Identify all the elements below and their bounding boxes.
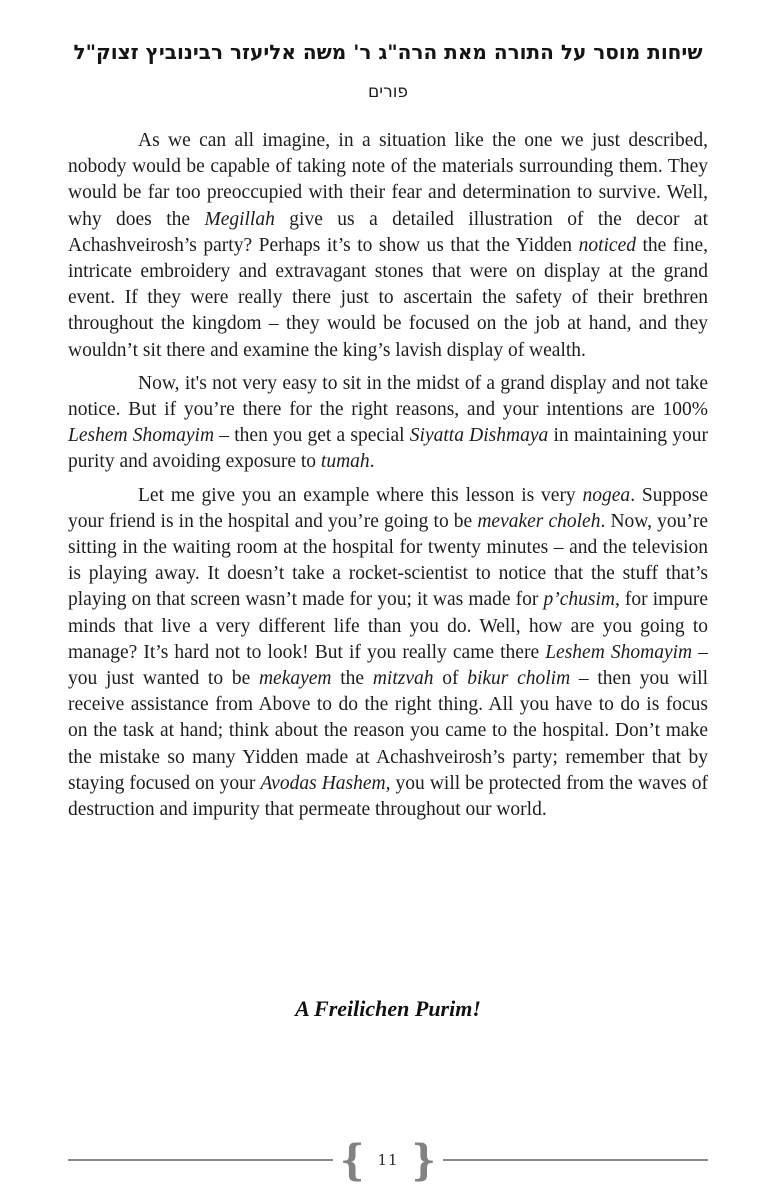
page-number: 11: [377, 1151, 399, 1169]
page-footer: [68, 1136, 708, 1184]
paragraph-3: Let me give you an example where this lesson is very nogea. Suppose your friend is in the hospital and you’re going to be mevaker choleh. Now, you’re sitting in the waiting room at the hospital for twenty minutes – and the television is playing away. It doesn’t take a rocket-scientist to notice that the stuff that’s playing on that screen wasn’t made for you; it was made for p’chusim, for impure minds that live a very different life than you do. Well, how are you going to manage? It’s hard not to look! But if you really came there Leshem Shomayim – you just wanted to be mekayem the mitzvah of bikur cholim – then you will receive assistance from Above to do the right thing. All you have to do is focus on the task at hand; think about the reason you came to the hospital. Don’t make the mistake so many Yidden made at Achashveirosh’s party; remember that by staying focused on your Avodas Hashem, you will be protected from the waves of destruction and impurity that permeate throughout our world.: [68, 484, 709, 821]
body-text: [68, 128, 708, 823]
paragraph-2: Now, it's not very easy to sit in the midst of a grand display and not take notice. But if you’re there for the right reasons, and your intentions are 100% Leshem Shomayim – then you get a special Siyatta Dishmaya in maintaining your purity and avoiding exposure to tumah.: [68, 372, 708, 473]
footer-rule-right: [443, 1159, 708, 1161]
page-header: [0, 0, 776, 103]
footer-rule-left: [68, 1159, 333, 1161]
hebrew-subtitle: פורים: [368, 82, 408, 102]
right-brace-ornament: }: [411, 1134, 436, 1185]
left-brace-ornament: {: [340, 1134, 365, 1185]
closing-line: A Freilichen Purim!: [295, 996, 481, 1021]
hebrew-title: שיחות מוסר על התורה מאת הרה"ג ר' משה אליעזר רבינוביץ זצוק"ל: [73, 40, 703, 64]
paragraph-1: As we can all imagine, in a situation like the one we just described, nobody would be capable of taking note of the materials surrounding them. They would be far too preoccupied with their fear and determination to survive. Well, why does the Megillah give us a detailed illustration of the decor at Achashveirosh’s party? Perhaps it’s to show us that the Yidden noticed the fine, intricate embroidery and extravagant stones that were on display at the grand event. If they were really there just to ascertain the safety of their brethren throughout the kingdom – they would be focused on the job at hand, and they wouldn’t sit there and examine the king’s lavish display of wealth.: [68, 130, 709, 361]
